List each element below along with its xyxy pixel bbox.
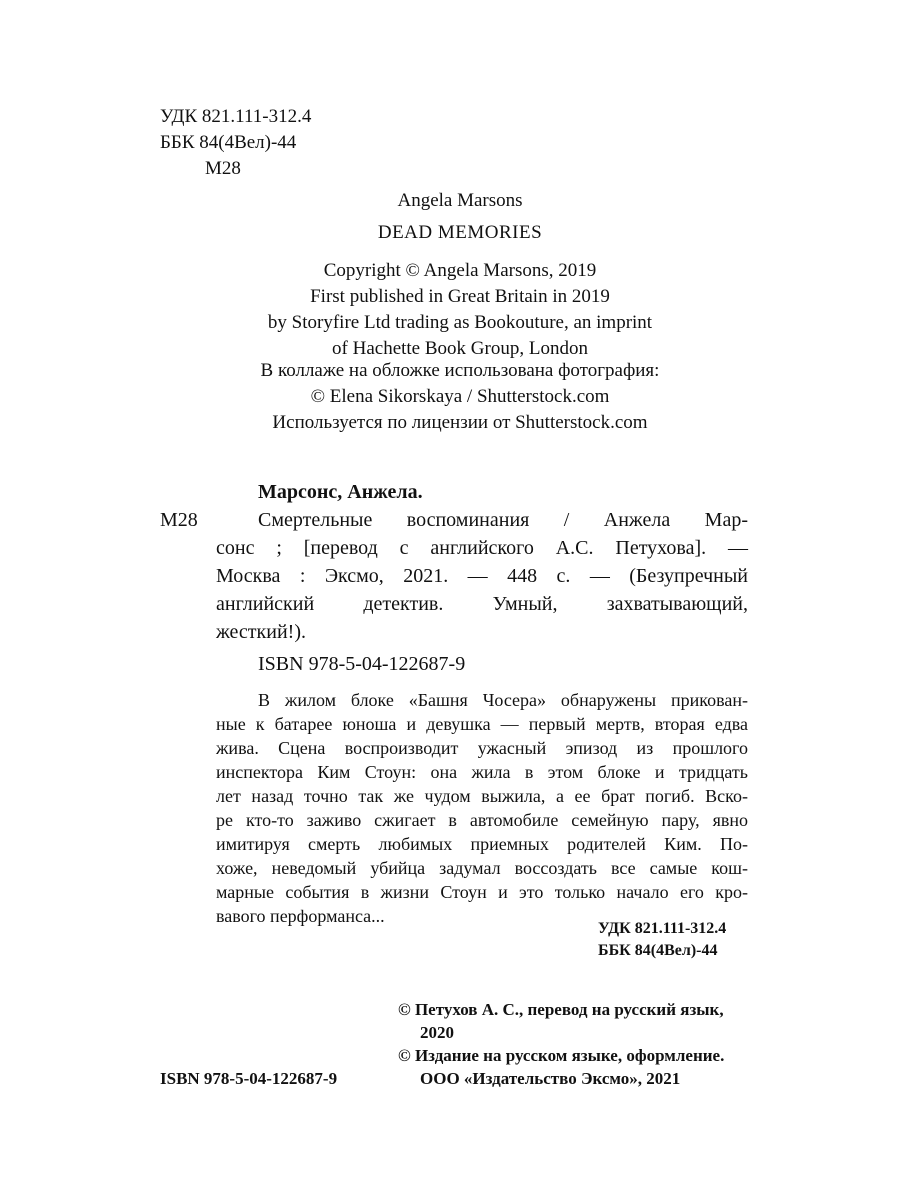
annotation [216,688,748,928]
annotation-line: хоже, неведомый убийца задумал воссоздать все самые кош- [216,858,748,878]
annotation-line: ные к батарее юноша и девушка — первый мертв, вторая едва [216,714,748,734]
biblio-heading: Марсонс, Анжела. [258,481,423,503]
bbk-code: ББК 84(4Вел)-44 [160,132,297,153]
biblio-line: английский детектив. Умный, захватывающий, [216,593,748,615]
udk-code: УДК 821.111-312.4 [160,106,312,127]
biblio-author-mark: М28 [160,509,198,531]
cover-photo-credit [150,358,770,436]
biblio-line: жесткий!). [216,621,306,643]
translation-copyright: © Петухов А. С., перевод на русский язык, [398,1000,724,1019]
photo-credit-line: В коллаже на обложке использована фотография: [260,360,660,381]
annotation-line: инспектора Ким Стоун: она жила в этом блоке и тридцать [216,762,748,782]
biblio-description [216,506,748,646]
photo-credit-line: © Elena Sikorskaya / Shutterstock.com [310,386,610,407]
original-copyright [150,258,770,362]
annotation-line: В жилом блоке «Башня Чосера» обнаружены прикован- [258,690,748,710]
translation-copyright-year: 2020 [420,1023,454,1042]
annotation-line: лет назад точно так же чудом выжила, а ее брат погиб. Вско- [216,786,748,806]
isbn-bottom: ISBN 978-5-04-122687-9 [160,1069,338,1088]
author-mark: М28 [205,158,241,179]
annotation-line: жива. Сцена воспроизводит ужасный эпизод из прошлого [216,738,748,758]
biblio-line: Смертельные воспоминания / Анжела Мар- [258,509,748,531]
annotation-line: вавого перформанса... [216,906,385,926]
edition-copyright-publisher: ООО «Издательство Эксмо», 2021 [420,1069,681,1088]
edition-copyright: © Издание на русском языке, оформление. [398,1046,725,1065]
copyright-line: of Hachette Book Group, London [332,338,588,359]
annotation-line: ре кто-то заживо сжигает в автомобиле семейную пару, явно [216,810,748,830]
copyright-notices [398,998,758,1090]
isbn: ISBN 978-5-04-122687-9 [258,653,466,675]
bbk-code-bottom: ББК 84(4Вел)-44 [598,942,718,959]
biblio-line: сонс ; [перевод с английского А.С. Петухова]. — [216,537,748,559]
udk-code-bottom: УДК 821.111-312.4 [598,920,727,937]
copyright-line: First published in Great Britain in 2019 [310,286,610,307]
copyright-line: by Storyfire Ltd trading as Bookouture, an imprint [267,312,653,333]
original-author: Angela Marsons [397,190,523,211]
annotation-line: имитируя смерть любимых приемных родителей Ким. По- [216,834,748,854]
copyright-line: Copyright © Angela Marsons, 2019 [323,260,597,281]
original-title: DEAD MEMORIES [377,222,543,243]
biblio-line: Москва : Эксмо, 2021. — 448 с. — (Безупречный [216,565,748,587]
photo-credit-line: Используется по лицензии от Shutterstock.com [272,412,648,433]
annotation-line: марные события в жизни Стоун и это только начало его кро- [216,882,748,902]
